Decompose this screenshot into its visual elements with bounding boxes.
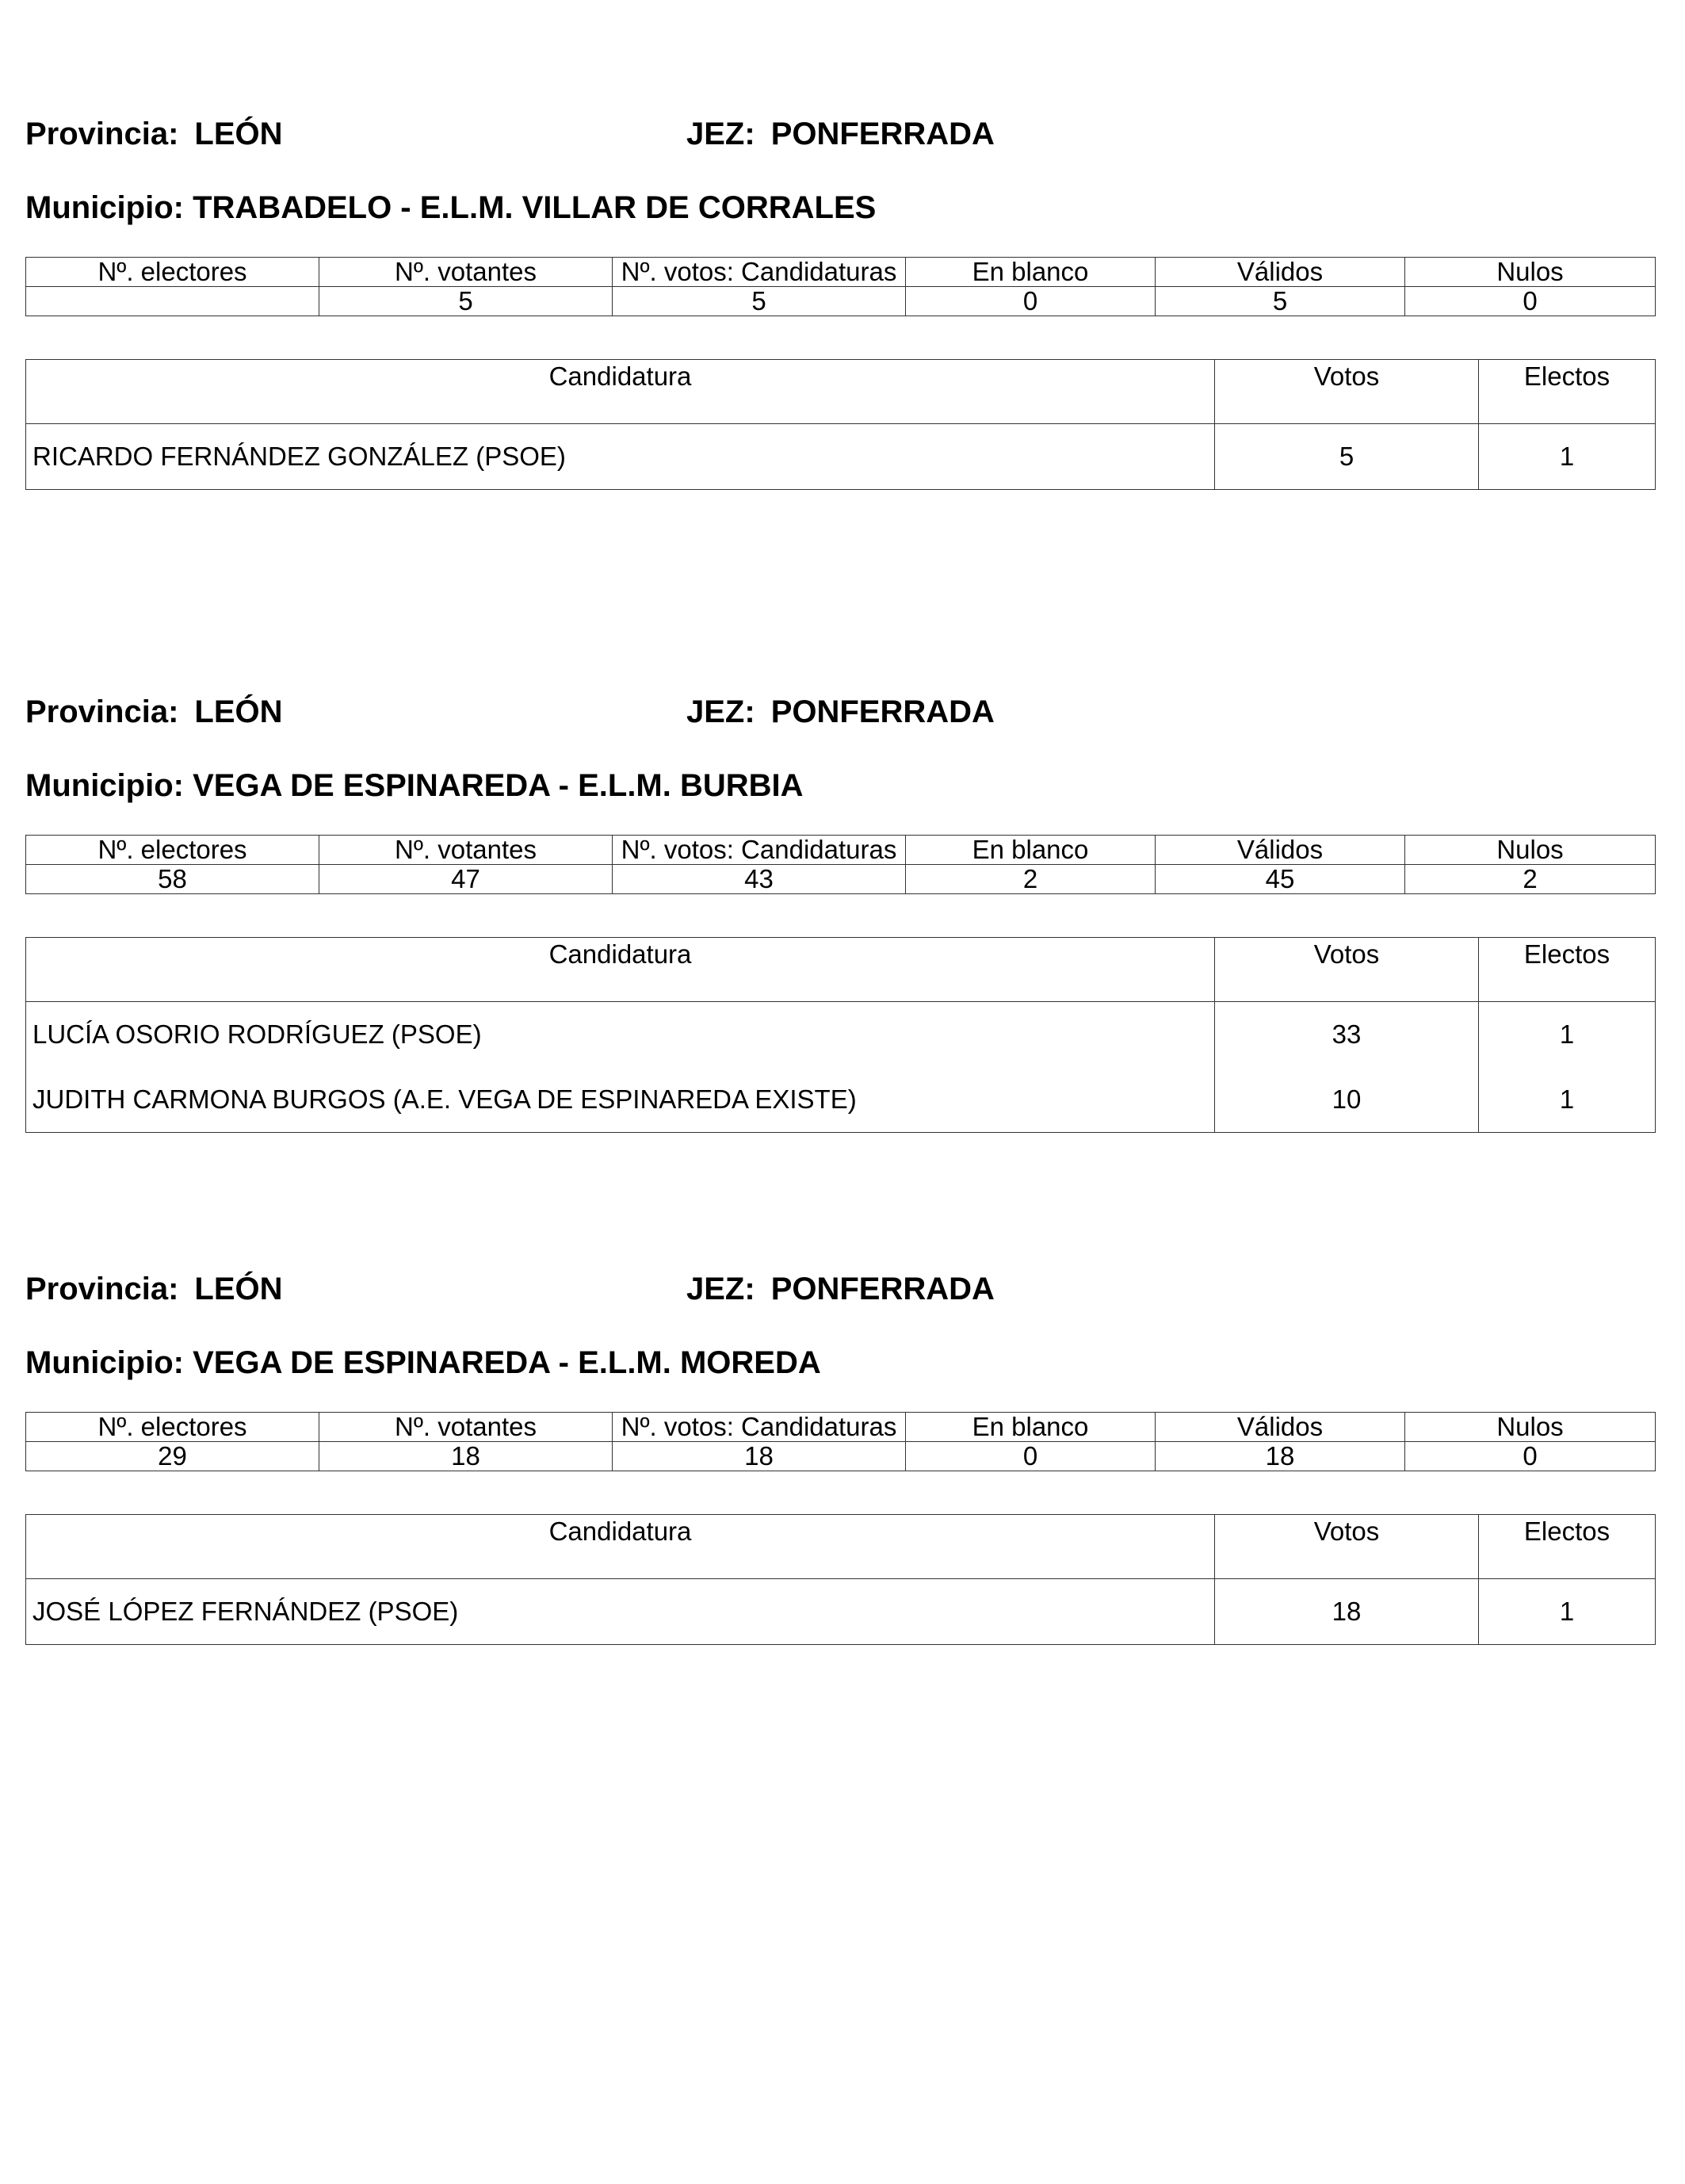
cand-header-electos: Electos [1479,360,1656,424]
stats-header-cell: Nº. votantes [319,836,613,865]
stats-value-row [26,287,1656,316]
stats-value-cell: 0 [1405,1442,1656,1471]
candidate-votos: 10 [1215,1067,1479,1133]
stats-header-cell: Válidos [1156,1413,1405,1442]
stats-value-cell: 0 [906,287,1156,316]
stats-header-cell: Válidos [1156,258,1405,287]
stats-value-cell: 5 [613,287,906,316]
provincia-value: LEÓN [194,694,283,729]
cand-header-votos: Votos [1215,938,1479,1002]
stats-header-cell: Nulos [1405,836,1656,865]
stats-value-cell: 58 [26,865,319,894]
municipio-label: Municipio: [25,1345,184,1380]
municipio-value: VEGA DE ESPINAREDA - E.L.M. MOREDA [193,1345,821,1380]
stats-header-cell: Nº. votantes [319,1413,613,1442]
candidates-header-row [26,1515,1656,1579]
stats-value-cell: 2 [906,865,1156,894]
candidate-row [26,424,1656,490]
provincia-line [25,1270,283,1308]
candidate-name: JUDITH CARMONA BURGOS (A.E. VEGA DE ESPINAREDA EXISTE) [26,1067,1215,1133]
stats-header-cell: Nº. votos: Candidaturas [613,836,906,865]
stats-value-cell: 18 [319,1442,613,1471]
jez-line [686,115,995,153]
stats-value-cell: 47 [319,865,613,894]
stats-header-cell: Nº. electores [26,258,319,287]
provincia-line [25,115,283,153]
stats-header-cell: Nº. votos: Candidaturas [613,258,906,287]
stats-header-cell: Nº. electores [26,836,319,865]
candidate-name: LUCÍA OSORIO RODRÍGUEZ (PSOE) [26,1002,1215,1068]
stats-header-cell: En blanco [906,258,1156,287]
candidates-table [25,1514,1656,1645]
provincia-value: LEÓN [194,117,283,151]
municipio-line [25,1344,821,1382]
provincia-line [25,693,283,731]
cand-header-votos: Votos [1215,1515,1479,1579]
stats-value-cell: 0 [906,1442,1156,1471]
municipio-label: Municipio: [25,190,184,225]
stats-value-cell: 18 [1156,1442,1405,1471]
stats-table [25,257,1656,316]
municipio-label: Municipio: [25,768,184,803]
stats-value-cell: 45 [1156,865,1405,894]
stats-value-cell [26,287,319,316]
stats-value-cell: 2 [1405,865,1656,894]
stats-value-cell: 5 [319,287,613,316]
provincia-label: Provincia: [25,694,179,729]
provincia-label: Provincia: [25,1272,179,1306]
candidate-name: JOSÉ LÓPEZ FERNÁNDEZ (PSOE) [26,1579,1215,1645]
cand-header-candidatura: Candidatura [26,360,1215,424]
jez-value: PONFERRADA [770,1272,995,1306]
jez-line [686,693,995,731]
stats-value-cell: 18 [613,1442,906,1471]
cand-header-electos: Electos [1479,1515,1656,1579]
cand-header-candidatura: Candidatura [26,938,1215,1002]
candidates-table [25,359,1656,490]
stats-header-cell: En blanco [906,1413,1156,1442]
jez-label: JEZ: [686,117,755,151]
stats-header-cell: Válidos [1156,836,1405,865]
jez-label: JEZ: [686,1272,755,1306]
stats-header-cell: Nº. votantes [319,258,613,287]
stats-header-cell: En blanco [906,836,1156,865]
stats-header-row [26,836,1656,865]
jez-line [686,1270,995,1308]
jez-value: PONFERRADA [770,694,995,729]
provincia-label: Provincia: [25,117,179,151]
candidate-electos: 1 [1479,1579,1656,1645]
candidates-table [25,937,1656,1133]
stats-value-row [26,865,1656,894]
stats-header-cell: Nulos [1405,258,1656,287]
candidate-electos: 1 [1479,424,1656,490]
candidate-votos: 18 [1215,1579,1479,1645]
candidate-electos: 1 [1479,1067,1656,1133]
jez-value: PONFERRADA [770,117,995,151]
stats-header-row [26,1413,1656,1442]
candidate-electos: 1 [1479,1002,1656,1068]
stats-header-cell: Nulos [1405,1413,1656,1442]
stats-value-cell: 29 [26,1442,319,1471]
cand-header-electos: Electos [1479,938,1656,1002]
candidates-header-row [26,938,1656,1002]
municipio-value: TRABADELO - E.L.M. VILLAR DE CORRALES [193,190,877,225]
jez-label: JEZ: [686,694,755,729]
candidate-row [26,1067,1656,1133]
candidates-header-row [26,360,1656,424]
municipio-value: VEGA DE ESPINAREDA - E.L.M. BURBIA [193,768,804,803]
stats-table [25,835,1656,894]
stats-header-cell: Nº. votos: Candidaturas [613,1413,906,1442]
stats-value-cell: 0 [1405,287,1656,316]
stats-table [25,1412,1656,1471]
candidate-row [26,1579,1656,1645]
candidate-name: RICARDO FERNÁNDEZ GONZÁLEZ (PSOE) [26,424,1215,490]
cand-header-candidatura: Candidatura [26,1515,1215,1579]
candidate-row [26,1002,1656,1068]
stats-value-cell: 5 [1156,287,1405,316]
municipio-line [25,189,876,227]
municipio-line [25,767,804,805]
stats-header-row [26,258,1656,287]
candidate-votos: 5 [1215,424,1479,490]
cand-header-votos: Votos [1215,360,1479,424]
candidate-votos: 33 [1215,1002,1479,1068]
provincia-value: LEÓN [194,1272,283,1306]
stats-value-row [26,1442,1656,1471]
stats-header-cell: Nº. electores [26,1413,319,1442]
stats-value-cell: 43 [613,865,906,894]
